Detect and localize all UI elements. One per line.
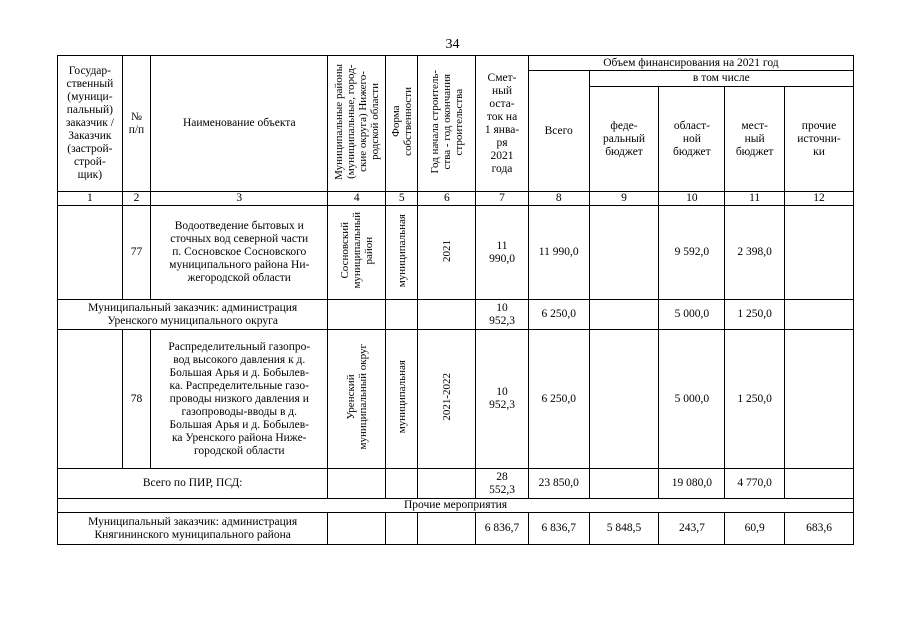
cell-local: 2 398,0 bbox=[725, 206, 785, 300]
cell-ownership: муниципальная bbox=[386, 330, 418, 469]
header-years: Год начала строитель- ства - год окончания строительства bbox=[418, 56, 476, 192]
cell-ownership bbox=[386, 513, 418, 545]
cell-years bbox=[418, 300, 476, 330]
cell-other bbox=[785, 469, 854, 499]
header-object-name: Наименование объекта bbox=[151, 56, 328, 192]
header-ownership: Форма собственности bbox=[386, 56, 418, 192]
cell-other bbox=[785, 206, 854, 300]
cell-total: 6 250,0 bbox=[528, 300, 589, 330]
header-other: прочие источни- ки bbox=[785, 87, 854, 192]
cell-estimate: 6 836,7 bbox=[476, 513, 529, 545]
table-row bbox=[58, 469, 854, 499]
financing-table bbox=[57, 55, 854, 545]
cell-other: 683,6 bbox=[785, 513, 854, 545]
header-total: Всего bbox=[528, 71, 589, 192]
cell-estimate: 10 952,3 bbox=[476, 300, 529, 330]
cell-local: 60,9 bbox=[725, 513, 785, 545]
header-estimate: Смет- ный оста- ток на 1 янва- ря 2021 года bbox=[476, 56, 529, 192]
cell-federal: 5 848,5 bbox=[589, 513, 659, 545]
cell-estimate: 11 990,0 bbox=[476, 206, 529, 300]
column-number: 2 bbox=[122, 192, 150, 206]
cell-federal bbox=[589, 206, 659, 300]
cell-ownership bbox=[386, 469, 418, 499]
cell-local: 1 250,0 bbox=[725, 330, 785, 469]
table-row bbox=[58, 300, 854, 330]
column-number: 1 bbox=[58, 192, 123, 206]
cell-ownership bbox=[386, 300, 418, 330]
table-row bbox=[58, 513, 854, 545]
table-row bbox=[58, 206, 854, 300]
cell-district bbox=[328, 300, 386, 330]
customer-label: Муниципальный заказчик: администрация Княгининского муниципального района bbox=[58, 513, 328, 545]
column-number: 6 bbox=[418, 192, 476, 206]
cell-number: 78 bbox=[122, 330, 150, 469]
column-number: 11 bbox=[725, 192, 785, 206]
cell-district: Сосновский муниципальный район bbox=[328, 206, 386, 300]
header-including: в том числе bbox=[589, 71, 853, 87]
cell-regional: 5 000,0 bbox=[659, 300, 725, 330]
cell-district bbox=[328, 513, 386, 545]
cell-years bbox=[418, 513, 476, 545]
header-regional: област- ной бюджет bbox=[659, 87, 725, 192]
cell-other bbox=[785, 330, 854, 469]
header-local: мест- ный бюджет bbox=[725, 87, 785, 192]
cell-years: 2021 bbox=[418, 206, 476, 300]
column-number: 10 bbox=[659, 192, 725, 206]
column-number: 9 bbox=[589, 192, 659, 206]
cell-regional: 19 080,0 bbox=[659, 469, 725, 499]
cell-customer bbox=[58, 330, 123, 469]
cell-other bbox=[785, 300, 854, 330]
cell-federal bbox=[589, 330, 659, 469]
cell-estimate: 28 552,3 bbox=[476, 469, 529, 499]
cell-total: 6 250,0 bbox=[528, 330, 589, 469]
column-number: 5 bbox=[386, 192, 418, 206]
cell-total: 6 836,7 bbox=[528, 513, 589, 545]
column-number: 4 bbox=[328, 192, 386, 206]
section-title: Прочие мероприятия bbox=[58, 499, 854, 513]
cell-regional: 9 592,0 bbox=[659, 206, 725, 300]
header-number: № п/п bbox=[122, 56, 150, 192]
column-number: 12 bbox=[785, 192, 854, 206]
customer-label: Муниципальный заказчик: администрация Уренского муниципального округа bbox=[58, 300, 328, 330]
cell-regional: 243,7 bbox=[659, 513, 725, 545]
column-numbers-row bbox=[58, 192, 854, 206]
cell-years bbox=[418, 469, 476, 499]
cell-total: 11 990,0 bbox=[528, 206, 589, 300]
column-number: 7 bbox=[476, 192, 529, 206]
cell-district: Уренский муниципальный округ bbox=[328, 330, 386, 469]
cell-years: 2021-2022 bbox=[418, 330, 476, 469]
cell-local: 4 770,0 bbox=[725, 469, 785, 499]
column-number: 3 bbox=[151, 192, 328, 206]
cell-federal bbox=[589, 300, 659, 330]
page-number: 34 bbox=[445, 37, 460, 52]
column-number: 8 bbox=[528, 192, 589, 206]
cell-federal bbox=[589, 469, 659, 499]
cell-ownership: муниципальная bbox=[386, 206, 418, 300]
cell-local: 1 250,0 bbox=[725, 300, 785, 330]
header-districts: Муниципальные районы (муниципальные, город- ские округа) Нижего- родской области bbox=[328, 56, 386, 192]
header-federal: феде- ральный бюджет bbox=[589, 87, 659, 192]
cell-object-name: Распределительный газопро- вод высокого давления к д. Большая Арья и д. Бобылев- ка. Распределительные газо- проводы низкого давления и газопроводы-вводы в д. Большая Арья и д. Бобылев- ка Уренского района Ниже- городской области bbox=[151, 330, 328, 469]
cell-customer bbox=[58, 206, 123, 300]
cell-estimate: 10 952,3 bbox=[476, 330, 529, 469]
cell-object-name: Водоотведение бытовых и сточных вод северной части п. Сосновское Сосновского муниципального района Ни- жегородской области bbox=[151, 206, 328, 300]
cell-total: 23 850,0 bbox=[528, 469, 589, 499]
header-customer: Государ- ственный (муници- пальный) заказчик / Заказчик (застрой- строй- щик) bbox=[58, 56, 123, 192]
section-row bbox=[58, 499, 854, 513]
table-row bbox=[58, 330, 854, 469]
cell-district bbox=[328, 469, 386, 499]
cell-number: 77 bbox=[122, 206, 150, 300]
header-financing: Объем финансирования на 2021 год bbox=[528, 56, 853, 71]
total-label: Всего по ПИР, ПСД: bbox=[58, 469, 328, 499]
cell-regional: 5 000,0 bbox=[659, 330, 725, 469]
